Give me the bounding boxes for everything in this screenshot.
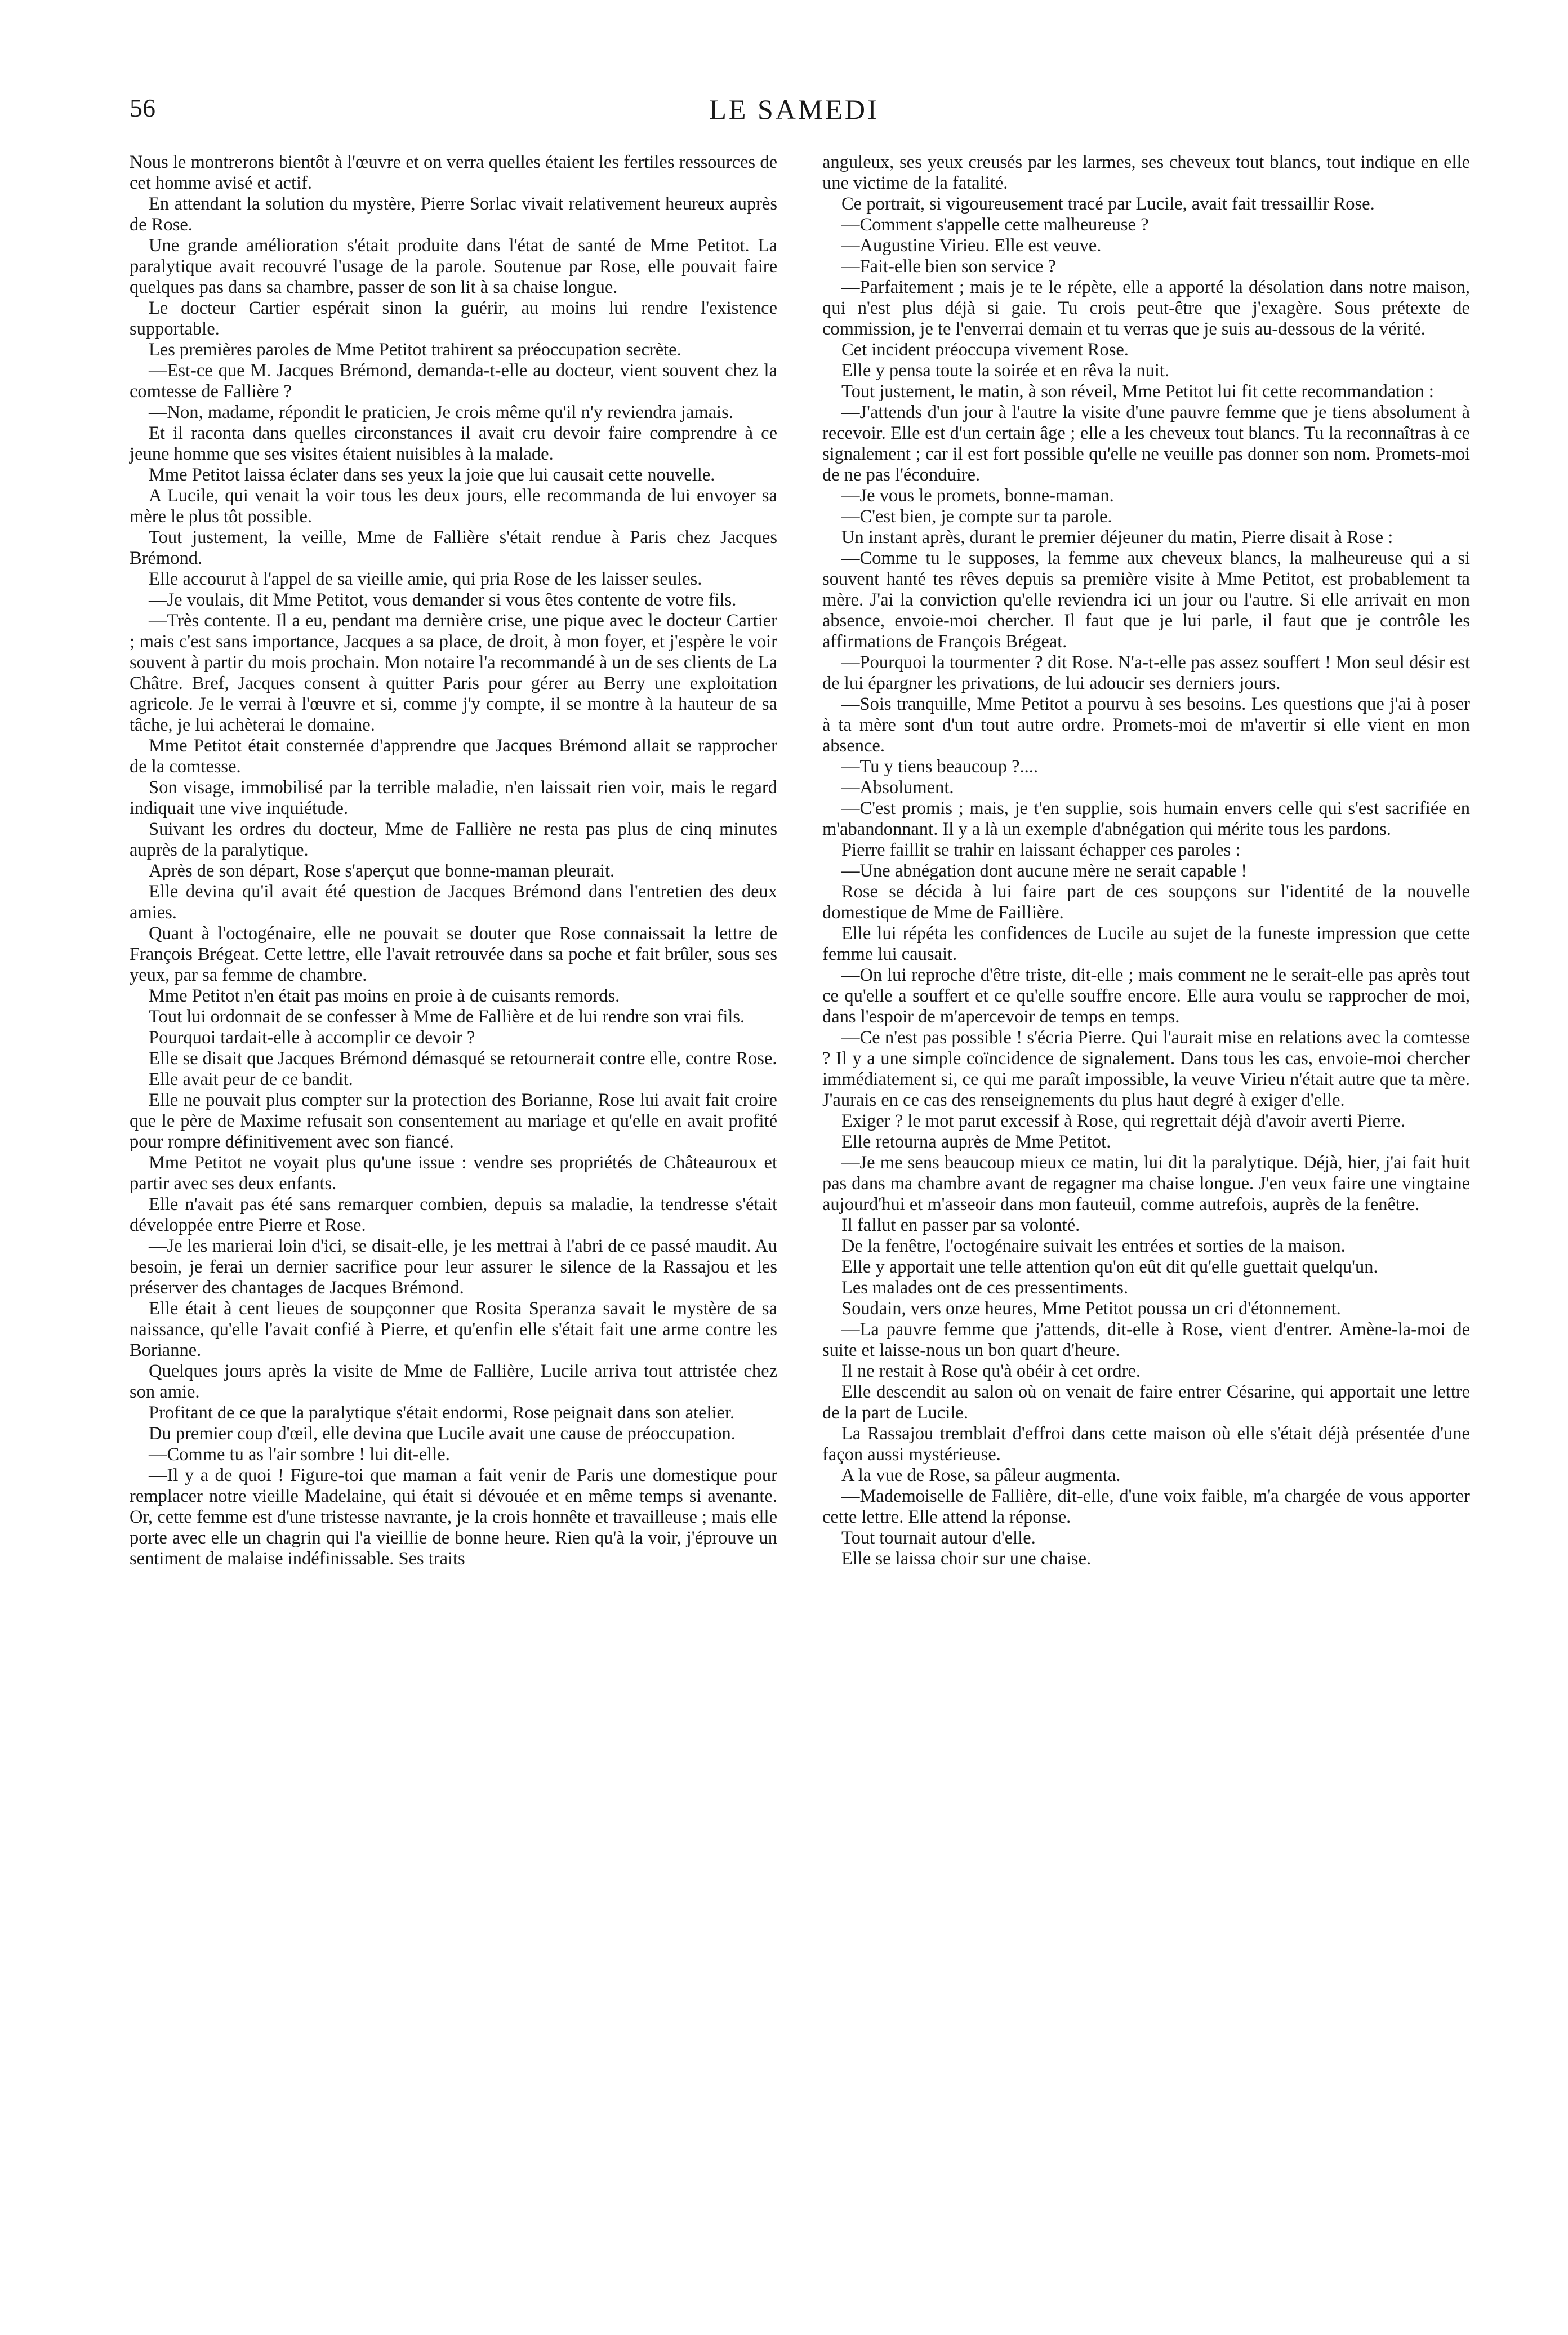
paragraph: —Ce n'est pas possible ! s'écria Pierre. Qui l'aurait mise en relations avec la comtesse ? Il y a une simple coïncidence de signalement. Dans tous les cas, envoie-moi chercher immédiatement si, ce qui me paraît impossible, la veuve Virieu n'était autre que ta mère. J'aurais en ce cas des renseignements du plus haut degré à exiger d'elle. <box>822 1028 1470 1110</box>
paragraph: —C'est bien, je compte sur ta parole. <box>841 506 1112 527</box>
paragraph: Elle n'avait pas été sans remarquer combien, depuis sa maladie, la tendresse s'était développée entre Pierre et Rose. <box>130 1194 777 1235</box>
paragraph: Mme Petitot ne voyait plus qu'une issue : vendre ses propriétés de Châteauroux et partir avec ses deux enfants. <box>130 1153 777 1194</box>
paragraph: —Sois tranquille, Mme Petitot a pourvu à ses besoins. Les questions que j'ai à poser à ta mère sont d'un tout autre ordre. Promets-moi de m'avertir si elle vient en mon absence. <box>822 694 1470 756</box>
paragraph: Cet incident préoccupa vivement Rose. <box>841 340 1129 360</box>
paragraph: Pourquoi tardait-elle à accomplir ce devoir ? <box>149 1028 475 1048</box>
paragraph: Elle était à cent lieues de soupçonner que Rosita Speranza savait le mystère de sa naissance, qu'elle l'avait confié à Pierre, et qu'enfin elle s'était fait une arme contre les Borianne. <box>130 1298 777 1360</box>
paragraph: Elle y pensa toute la soirée et en rêva la nuit. <box>841 361 1170 381</box>
paragraph: Elle lui répéta les confidences de Lucile au sujet de la funeste impression que cette femme lui causait. <box>822 923 1470 964</box>
paragraph: —Est-ce que M. Jacques Brémond, demanda-t-elle au docteur, vient souvent chez la comtesse de Fallière ? <box>130 361 777 402</box>
paragraph: Il ne restait à Rose qu'à obéir à cet ordre. <box>841 1361 1141 1381</box>
paragraph: Elle ne pouvait plus compter sur la protection des Borianne, Rose lui avait fait croire que le père de Maxime refusait son consentement au mariage et qu'elle en avait profité pour rompre définitivement avec son fiancé. <box>130 1090 777 1152</box>
paragraph: Elle se disait que Jacques Brémond démasqué se retournerait contre elle, contre Rose. <box>149 1048 777 1069</box>
paragraph: Tout lui ordonnait de se confesser à Mme de Fallière et de lui rendre son vrai fils. <box>149 1007 745 1027</box>
paragraph: Et il raconta dans quelles circonstances il avait cru devoir faire comprendre à ce jeune homme que ses visites étaient nuisibles à la malade. <box>130 423 777 464</box>
paragraph: Elle descendit au salon où on venait de faire entrer Césarine, qui apportait une lettre de la part de Lucile. <box>822 1382 1470 1423</box>
paragraph: —Il y a de quoi ! Figure-toi que maman a fait venir de Paris une domestique pour remplacer notre vieille Madelaine, qui était si dévouée et en même temps si avenante. Or, cette femme est d'une tristesse navrante, je la crois honnête et travailleuse ; mais elle porte avec elle un chagrin qui l'a vieillie de bonne heure. Rien qu'à la voir, j'éprouve un sentiment de malaise indéfinissable. Ses traits <box>130 1465 777 1569</box>
paragraph: —Tu y tiens beaucoup ?.... <box>841 757 1039 777</box>
paragraph: —J'attends d'un jour à l'autre la visite d'une pauvre femme que je tiens absolument à recevoir. Elle est d'un certain âge ; elle a les cheveux tout blancs. Tu la reconnaîtras à ce signalement ; car il est fort possible qu'elle ne veuille pas donner son nom. Promets-moi de ne pas l'éconduire. <box>822 402 1470 485</box>
paragraph: —Augustine Virieu. Elle est veuve. <box>841 235 1102 256</box>
paragraph: Son visage, immobilisé par la terrible maladie, n'en laissait rien voir, mais le regard indiquait une vive inquiétude. <box>130 777 777 819</box>
paragraph: Tout justement, la veille, Mme de Fallière s'était rendue à Paris chez Jacques Brémond. <box>130 527 777 568</box>
paragraph: —Pourquoi la tourmenter ? dit Rose. N'a-t-elle pas assez souffert ! Mon seul désir est de lui épargner les privations, de lui adoucir ses derniers jours. <box>822 652 1470 693</box>
paragraph: Les premières paroles de Mme Petitot trahirent sa préoccupation secrète. <box>149 340 681 360</box>
paragraph: Elle avait peur de ce bandit. <box>149 1069 353 1089</box>
paragraph: Elle se laissa choir sur une chaise. <box>841 1549 1092 1569</box>
paragraph: Elle accourut à l'appel de sa vieille amie, qui pria Rose de les laisser seules. <box>149 569 702 589</box>
right-column <box>822 152 1470 1569</box>
journal-title: LE SAMEDI <box>709 94 879 125</box>
paragraph: —C'est promis ; mais, je t'en supplie, sois humain envers celle qui s'est sacrifiée en m'abandonnant. Il y a là un exemple d'abnégation qui mérite tous les pardons. <box>822 798 1470 839</box>
paragraph: —Comme tu le supposes, la femme aux cheveux blancs, la malheureuse qui a si souvent hanté tes rêves depuis sa première visite à Mme Petitot, est probablement ta mère. J'ai la conviction qu'elle reviendra ici un jour ou l'autre. Si elle arrivait en mon absence, envoie-moi chercher. Il faut que je lui parle, il faut que je contrôle les affirmations de François Brégeat. <box>822 548 1470 652</box>
paragraph: La Rassajou tremblait d'effroi dans cette maison où elle s'était déjà présentée d'une façon aussi mystérieuse. <box>822 1424 1470 1465</box>
paragraph: —Une abnégation dont aucune mère ne serait capable ! <box>841 861 1248 881</box>
paragraph: Elle y apportait une telle attention qu'on eût dit qu'elle guettait quelqu'un. <box>841 1257 1378 1277</box>
paragraph: Pierre faillit se trahir en laissant échapper ces paroles : <box>841 840 1241 860</box>
paragraph: Tout justement, le matin, à son réveil, Mme Petitot lui fit cette recommandation : <box>841 381 1434 402</box>
paragraph: —On lui reproche d'être triste, dit-elle ; mais comment ne le serait-elle pas après tout ce qu'elle a souffert et ce qu'elle souffre encore. Elle aura voulu se rapprocher de moi, dans l'espoir de m'apercevoir de temps en temps. <box>822 965 1470 1027</box>
paragraph: Quelques jours après la visite de Mme de Fallière, Lucile arriva tout attristée chez son amie. <box>130 1361 777 1402</box>
page-number: 56 <box>130 94 155 122</box>
paragraph: Après de son départ, Rose s'aperçut que bonne-maman pleurait. <box>149 861 615 881</box>
paragraph: Quant à l'octogénaire, elle ne pouvait se douter que Rose connaissait la lettre de François Brégeat. Cette lettre, elle l'avait retrouvée dans sa poche et fait brûler, sous ses yeux, par sa femme de chambre. <box>130 923 777 985</box>
paragraph: anguleux, ses yeux creusés par les larmes, ses cheveux tout blancs, tout indique en elle une victime de la fatalité. <box>822 152 1470 193</box>
paragraph: A la vue de Rose, sa pâleur augmenta. <box>841 1465 1121 1485</box>
paragraph: Suivant les ordres du docteur, Mme de Fallière ne resta pas plus de cinq minutes auprès de la paralytique. <box>130 819 777 860</box>
paragraph: —Fait-elle bien son service ? <box>841 256 1056 277</box>
paragraph: Il fallut en passer par sa volonté. <box>841 1215 1080 1235</box>
paragraph: —Je me sens beaucoup mieux ce matin, lui dit la paralytique. Déjà, hier, j'ai fait huit pas dans ma chambre avant de regagner ma chaise longue. J'en veux faire une vingtaine aujourd'hui et m'asseoir dans mon fauteuil, comme autrefois, auprès de la fenêtre. <box>822 1153 1470 1215</box>
paragraph: —Mademoiselle de Fallière, dit-elle, d'une voix faible, m'a chargée de vous apporter cette lettre. Elle attend la réponse. <box>822 1486 1470 1527</box>
paragraph: —Parfaitement ; mais je te le répète, elle a apporté la désolation dans notre maison, qui n'est plus déjà si gaie. Tu crois peut-être que j'exagère. Sous prétexte de commission, je te l'enverrai demain et tu verras que je suis au-dessous de la vérité. <box>822 277 1470 339</box>
paragraph: Soudain, vers onze heures, Mme Petitot poussa un cri d'étonnement. <box>841 1298 1341 1319</box>
paragraph: —Je vous le promets, bonne-maman. <box>841 486 1114 506</box>
paragraph: Du premier coup d'œil, elle devina que Lucile avait une cause de préoccupation. <box>149 1424 736 1444</box>
paragraph: Profitant de ce que la paralytique s'était endormi, Rose peignait dans son atelier. <box>149 1403 735 1423</box>
paragraph: Un instant après, durant le premier déjeuner du matin, Pierre disait à Rose : <box>841 527 1393 548</box>
paragraph: —Comme tu as l'air sombre ! lui dit-elle. <box>149 1444 450 1465</box>
paragraph: Nous le montrerons bientôt à l'œuvre et on verra quelles étaient les fertiles ressources de cet homme avisé et actif. <box>130 152 777 193</box>
paragraph: Mme Petitot était consternée d'apprendre que Jacques Brémond allait se rapprocher de la comtesse. <box>130 736 777 777</box>
paragraph: De la fenêtre, l'octogénaire suivait les entrées et sorties de la maison. <box>841 1236 1346 1256</box>
paragraph: Le docteur Cartier espérait sinon la guérir, au moins lui rendre l'existence supportable. <box>130 298 777 339</box>
paragraph: —Absolument. <box>841 777 954 798</box>
paragraph: Mme Petitot n'en était pas moins en proie à de cuisants remords. <box>149 986 620 1006</box>
paragraph: Elle devina qu'il avait été question de Jacques Brémond dans l'entretien des deux amies. <box>130 882 777 923</box>
paragraph: A Lucile, qui venait la voir tous les deux jours, elle recommanda de lui envoyer sa mère le plus tôt possible. <box>130 486 777 527</box>
paragraph: En attendant la solution du mystère, Pierre Sorlac vivait relativement heureux auprès de Rose. <box>130 194 777 235</box>
paragraph: Ce portrait, si vigoureusement tracé par Lucile, avait fait tressaillir Rose. <box>841 194 1375 214</box>
paragraph: —Je les marierai loin d'ici, se disait-elle, je les mettrai à l'abri de ce passé maudit. Au besoin, je ferai un dernier sacrifice pour leur assurer le silence de la Rassajou et les préserver des chantages de Jacques Brémond. <box>130 1236 777 1298</box>
left-column <box>130 152 777 1569</box>
paragraph: —Très contente. Il a eu, pendant ma dernière crise, une pique avec le docteur Cartier ; mais c'est sans importance, Jacques a sa place, de droit, à mon foyer, et j'espère le voir souvent à partir du mois prochain. Mon notaire l'a recommandé à un de ses clients de La Châtre. Bref, Jacques consent à quitter Paris pour gérer au Berry une exploitation agricole. Je le verrai à l'œuvre et si, comme j'y compte, il se montre à la hauteur de sa tâche, je lui achèterai le domaine. <box>130 611 777 735</box>
paragraph: Exiger ? le mot parut excessif à Rose, qui regrettait déjà d'avoir averti Pierre. <box>841 1111 1406 1131</box>
paragraph: —Non, madame, répondit le praticien, Je crois même qu'il n'y reviendra jamais. <box>149 402 733 422</box>
paragraph: Elle retourna auprès de Mme Petitot. <box>841 1132 1111 1152</box>
paragraph: Tout tournait autour d'elle. <box>841 1528 1036 1548</box>
paragraph: —La pauvre femme que j'attends, dit-elle à Rose, vient d'entrer. Amène-la-moi de suite et laisse-nous un bon quart d'heure. <box>822 1319 1470 1360</box>
paragraph: Rose se décida à lui faire part de ces soupçons sur l'identité de la nouvelle domestique de Mme de Faillière. <box>822 882 1470 923</box>
page-header <box>130 93 1459 138</box>
paragraph: Les malades ont de ces pressentiments. <box>841 1278 1129 1298</box>
paragraph: Une grande amélioration s'était produite dans l'état de santé de Mme Petitot. La paralytique avait recouvré l'usage de la parole. Soutenue par Rose, elle pouvait faire quelques pas dans sa chambre, passer de son lit à sa chaise longue. <box>130 235 777 297</box>
paragraph: Mme Petitot laissa éclater dans ses yeux la joie que lui causait cette nouvelle. <box>149 465 715 485</box>
paragraph: —Comment s'appelle cette malheureuse ? <box>841 215 1149 235</box>
paragraph: —Je voulais, dit Mme Petitot, vous demander si vous êtes contente de votre fils. <box>149 590 737 610</box>
